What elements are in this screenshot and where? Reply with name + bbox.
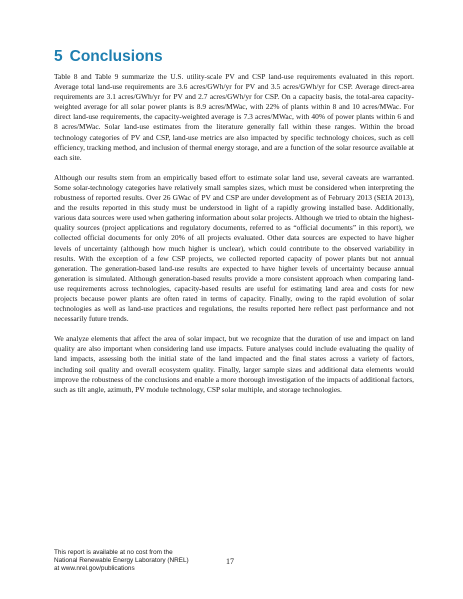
paragraph-future-work: We analyze elements that affect the area of solar impact, but we recognize that the duration of use and impact on land quality are also important when considering land use impacts. Future analyses could include evaluating the quality of land impacts, assessing both the initial state of the land impacted and the final states across a variety of factors, including soil quality and overall ecosystem quality. Finally, larger sample sizes and additional data elements would improve the robustness of the conclusions and enable a more thorough investigation of the impacts of additional factors, such as tilt angle, azimuth, PV module technology, CSP solar multiple, and storage technologies. (54, 334, 414, 394)
availability-line-3: at www.nrel.gov/publications (54, 565, 135, 573)
availability-note (54, 549, 189, 574)
section-heading (54, 48, 163, 66)
section-body (54, 72, 414, 405)
section-number: 5 (54, 48, 63, 65)
availability-line-1: This report is available at no cost from the (54, 549, 173, 556)
page-number: 17 (226, 557, 234, 566)
paragraph-summary: Table 8 and Table 9 summarize the U.S. utility-scale PV and CSP land-use requirements evaluated in this report. Average total land-use requirements are 3.6 acres/GWh/yr for PV and 3.5 acres/GWh/yr for CSP. Average direct-area requirements are 3.1 acres/GWh/yr for PV and 2.7 acres/GWh/yr for CSP. On a capacity basis, the total-area capacity-weighted average for all solar power plants is 8.9 acres/MWac, with 22% of plants within 8 and 10 acres/MWac. For direct land-use requirements, the capacity-weighted average is 7.3 acres/MWac, with 40% of power plants within 6 and 8 acres/MWac. Solar land-use estimates from the literature generally fall within these ranges. Within the broad technology categories of PV and CSP, land-use metrics are also impacted by specific technology choices, such as cell efficiency, tracking method, and inclusion of thermal energy storage, and are a function of the solar resource available at each site. (54, 72, 414, 162)
availability-line-2: National Renewable Energy Laboratory (NREL) (54, 557, 189, 565)
paragraph-caveats: Although our results stem from an empirically based effort to estimate solar land use, several caveats are warranted. Some solar-technology categories have relatively small samples sizes, which must be considered when interpreting the robustness of reported results. Over 26 GWac of PV and CSP are under development as of February 2013 (SEIA 2013), and the results reported in this study must be understood in light of a rapidly growing installed base. Additionally, various data sources were used when gathering information about solar projects. Although we tried to obtain the highest-quality sources (project applications and regulatory documents, referred to as “official documents” in this report), we collected official documents for only 20% of all projects evaluated. Other data sources are expected to have higher levels of uncertainty (although how much higher is unclear), which could contribute to the observed variability in results. With the exception of a few CSP projects, we collected reported capacity of power plants but not annual generation. The generation-based land-use results are expected to have higher levels of uncertainty because annual generation is simulated. Although generation-based results provide a more consistent approach when comparing land-use requirements across technologies, capacity-based results are useful for estimating land area and costs for new projects because power plants are often rated in terms of capacity. Finally, owing to the rapid evolution of solar technologies as well as land-use practices and regulations, the results reported here reflect past performance and not necessarily future trends. (54, 172, 414, 324)
section-title: Conclusions (69, 48, 163, 65)
page-footer (54, 549, 414, 579)
